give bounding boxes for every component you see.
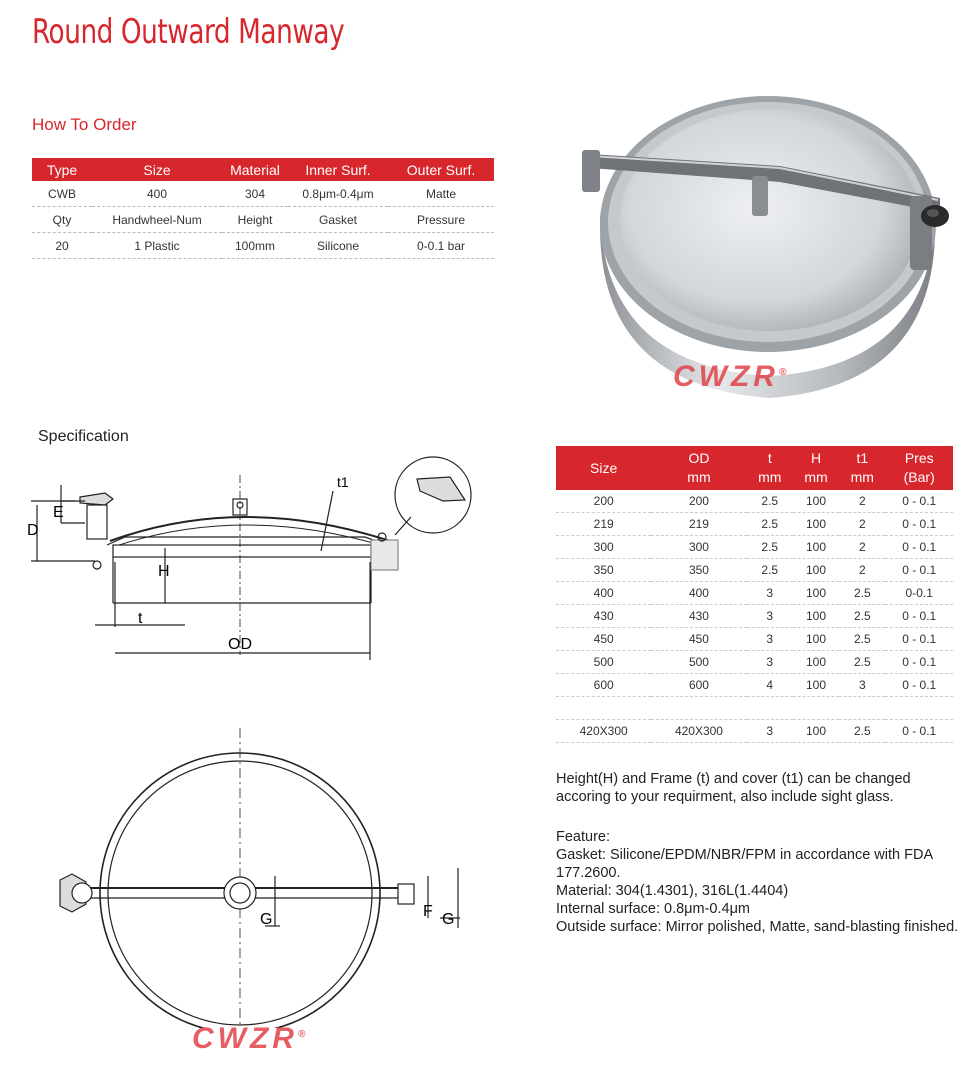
- size-cell: [747, 697, 793, 720]
- order-cell: 0.8μm-0.4μm: [288, 181, 388, 207]
- size-cell: 420X300: [556, 720, 651, 743]
- size-cell: 2.5: [747, 490, 793, 513]
- size-cell: 0 - 0.1: [885, 559, 953, 582]
- order-cell: Pressure: [388, 207, 494, 233]
- size-header-cell: [885, 446, 953, 490]
- size-cell: 3: [747, 720, 793, 743]
- feature-line: Outside surface: Mirror polished, Matte, sand-blasting finished.: [556, 919, 959, 935]
- size-cell: 2.5: [747, 536, 793, 559]
- label-h: H: [158, 563, 170, 580]
- size-cell: 2.5: [839, 628, 885, 651]
- specification-heading: Specification: [38, 428, 129, 445]
- header-line2: (Bar): [903, 469, 935, 485]
- order-cell: 304: [222, 181, 288, 207]
- size-cell: 100: [793, 674, 839, 697]
- order-cell: Height: [222, 207, 288, 233]
- order-header-cell: Type: [32, 158, 92, 181]
- header-line1: OD: [688, 450, 710, 466]
- size-cell: 500: [556, 651, 651, 674]
- size-cell: 0 - 0.1: [885, 720, 953, 743]
- watermark-reg: ®: [778, 367, 787, 378]
- header-line1: Pres: [904, 450, 934, 466]
- label-t1: t1: [337, 474, 349, 490]
- size-cell: [885, 697, 953, 720]
- page-title: Round Outward Manway: [32, 12, 345, 52]
- order-cell: Matte: [388, 181, 494, 207]
- order-cell: CWB: [32, 181, 92, 207]
- size-cell: 2.5: [839, 651, 885, 674]
- watermark-text: CWZR: [192, 1022, 298, 1055]
- size-cell: 450: [651, 628, 746, 651]
- feature-section: [556, 828, 966, 936]
- size-cell: 430: [651, 605, 746, 628]
- size-cell: [651, 697, 746, 720]
- table-row: [556, 674, 953, 697]
- size-cell: 100: [793, 605, 839, 628]
- size-cell: 2: [839, 559, 885, 582]
- size-cell: 300: [651, 536, 746, 559]
- size-cell: 4: [747, 674, 793, 697]
- size-cell: 0 - 0.1: [885, 651, 953, 674]
- top-view-drawing: [40, 728, 480, 1028]
- table-row: [32, 233, 494, 259]
- size-cell: 100: [793, 628, 839, 651]
- size-cell: 420X300: [651, 720, 746, 743]
- size-cell: 0 - 0.1: [885, 628, 953, 651]
- size-cell: 219: [556, 513, 651, 536]
- size-cell: 3: [839, 674, 885, 697]
- order-header-cell: Inner Surf.: [288, 158, 388, 181]
- table-row: [556, 513, 953, 536]
- table-row: [32, 207, 494, 233]
- order-cell: 400: [92, 181, 222, 207]
- order-cell: 1 Plastic: [92, 233, 222, 259]
- cwzr-watermark: [673, 360, 786, 394]
- watermark-reg: ®: [297, 1029, 306, 1040]
- size-cell: 300: [556, 536, 651, 559]
- size-cell: 100: [793, 720, 839, 743]
- table-row: [556, 582, 953, 605]
- how-to-order-table: [32, 158, 494, 259]
- table-row: [32, 181, 494, 207]
- size-cell: 2.5: [747, 513, 793, 536]
- order-cell: Silicone: [288, 233, 388, 259]
- size-table: [556, 446, 953, 743]
- size-cell: 2: [839, 536, 885, 559]
- size-cell: 100: [793, 559, 839, 582]
- header-line1: H: [810, 450, 822, 466]
- size-header-cell: [793, 446, 839, 490]
- size-cell: [556, 697, 651, 720]
- header-line1: t: [767, 450, 772, 466]
- label-od: OD: [228, 636, 252, 653]
- order-cell: 20: [32, 233, 92, 259]
- order-cell: Gasket: [288, 207, 388, 233]
- size-cell: 430: [556, 605, 651, 628]
- size-cell: 0-0.1: [885, 582, 953, 605]
- table-row: [556, 651, 953, 674]
- size-cell: 0 - 0.1: [885, 605, 953, 628]
- size-cell: 2.5: [839, 720, 885, 743]
- order-cell: 0-0.1 bar: [388, 233, 494, 259]
- size-header-row: [556, 446, 953, 490]
- header-line2: mm: [804, 469, 828, 485]
- size-cell: 200: [556, 490, 651, 513]
- size-cell: 2.5: [839, 582, 885, 605]
- feature-line: Gasket: Silicone/EPDM/NBR/FPM in accordance with FDA 177.2600.: [556, 847, 933, 881]
- table-row: [556, 720, 953, 743]
- order-header-row: [32, 158, 494, 181]
- side-section-drawing: [25, 455, 500, 665]
- size-cell: 100: [793, 490, 839, 513]
- size-cell: 2.5: [747, 559, 793, 582]
- size-cell: 219: [651, 513, 746, 536]
- size-header-cell: [747, 446, 793, 490]
- label-f: F: [423, 903, 433, 920]
- size-cell: 100: [793, 513, 839, 536]
- size-cell: 2: [839, 513, 885, 536]
- size-cell: 100: [793, 651, 839, 674]
- order-header-cell: Outer Surf.: [388, 158, 494, 181]
- size-cell: [793, 697, 839, 720]
- size-header-cell: [651, 446, 746, 490]
- feature-line: Internal surface: 0.8μm-0.4μm: [556, 901, 751, 917]
- size-cell: 350: [651, 559, 746, 582]
- size-cell: 100: [793, 536, 839, 559]
- size-cell: 3: [747, 582, 793, 605]
- size-cell: 600: [556, 674, 651, 697]
- table-row: [556, 697, 953, 720]
- order-cell: Qty: [32, 207, 92, 233]
- size-cell: 500: [651, 651, 746, 674]
- header-line2: mm: [687, 469, 711, 485]
- order-cell: Handwheel-Num: [92, 207, 222, 233]
- size-cell: 450: [556, 628, 651, 651]
- table-row: [556, 628, 953, 651]
- label-e: E: [53, 504, 64, 521]
- watermark-text: CWZR: [673, 360, 779, 393]
- order-header-cell: Size: [92, 158, 222, 181]
- size-cell: 0 - 0.1: [885, 490, 953, 513]
- customization-note: Height(H) and Frame (t) and cover (t1) can be changed accoring to your requirment, also include sight glass.: [556, 771, 911, 805]
- size-cell: 200: [651, 490, 746, 513]
- feature-line: Material: 304(1.4301), 316L(1.4404): [556, 883, 789, 899]
- table-row: [556, 605, 953, 628]
- size-cell: 350: [556, 559, 651, 582]
- size-cell: 0 - 0.1: [885, 674, 953, 697]
- how-to-order-heading: How To Order: [32, 115, 137, 134]
- size-cell: 0 - 0.1: [885, 513, 953, 536]
- header-line1: t1: [856, 450, 869, 466]
- label-g-center: G: [260, 911, 273, 928]
- header-line2: mm: [758, 469, 782, 485]
- size-cell: [839, 697, 885, 720]
- order-cell: 100mm: [222, 233, 288, 259]
- size-cell: 3: [747, 628, 793, 651]
- size-cell: 3: [747, 605, 793, 628]
- size-header-cell: [556, 446, 651, 490]
- size-cell: 400: [556, 582, 651, 605]
- cwzr-watermark-bottom: [192, 1022, 305, 1056]
- size-cell: 2.5: [839, 605, 885, 628]
- label-d: D: [27, 522, 39, 539]
- label-g-edge: G: [442, 911, 455, 928]
- table-row: [556, 490, 953, 513]
- label-t: t: [138, 610, 143, 627]
- size-cell: 400: [651, 582, 746, 605]
- size-cell: 0 - 0.1: [885, 536, 953, 559]
- manway-product-photo: [560, 86, 960, 406]
- feature-heading: Feature:: [556, 829, 610, 845]
- header-line2: mm: [850, 469, 874, 485]
- table-row: [556, 559, 953, 582]
- header-line1: Size: [590, 459, 618, 476]
- size-header-cell: [839, 446, 885, 490]
- order-header-cell: Material: [222, 158, 288, 181]
- size-table-body: [556, 490, 953, 743]
- table-row: [556, 536, 953, 559]
- size-cell: 100: [793, 582, 839, 605]
- size-cell: 2: [839, 490, 885, 513]
- size-cell: 3: [747, 651, 793, 674]
- size-cell: 600: [651, 674, 746, 697]
